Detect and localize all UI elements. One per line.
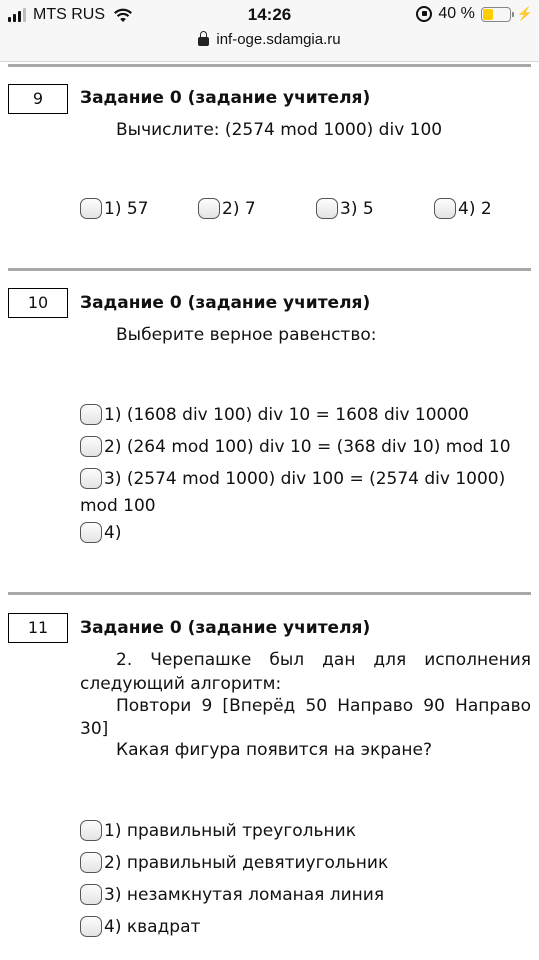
status-right xyxy=(416,5,533,23)
clock: 14:26 xyxy=(247,5,292,24)
answer-option[interactable]: 4) 2 xyxy=(434,198,492,219)
question-title: Задание 0 (задание учителя) xyxy=(80,293,371,313)
radio-button[interactable] xyxy=(80,852,102,873)
answer-option[interactable]: 4) квадрат xyxy=(80,916,200,937)
radio-button[interactable] xyxy=(80,820,102,841)
question-number: 9 xyxy=(8,84,68,114)
status-bar xyxy=(0,0,539,30)
battery-percent: 40 % xyxy=(438,5,475,22)
question-text: Вычислите: (2574 mod 1000) div 100 xyxy=(116,120,443,140)
radio-button[interactable] xyxy=(316,198,338,219)
question-number: 11 xyxy=(8,613,68,643)
answer-option[interactable]: 2) (264 mod 100) div 10 = (368 div 10) mod 10 xyxy=(80,436,511,457)
question-title: Задание 0 (задание учителя) xyxy=(80,618,371,638)
answer-option[interactable]: 2) правильный девятиугольник xyxy=(80,852,388,873)
answer-option-continuation: mod 100 xyxy=(80,496,156,516)
divider xyxy=(8,592,531,595)
radio-button[interactable] xyxy=(80,404,102,425)
question-text: Выберите верное равенство: xyxy=(116,325,377,345)
carrier-label: MTS RUS xyxy=(33,6,105,23)
question-text: Какая фигура появится на экране? xyxy=(116,740,433,760)
address-bar-content[interactable] xyxy=(198,31,340,48)
question-text: 2. Черепашке был дан для исполнения xyxy=(116,650,531,670)
divider xyxy=(8,268,531,271)
answer-option[interactable]: 1) (1608 div 100) div 10 = 1608 div 10000 xyxy=(80,404,469,425)
answer-option[interactable]: 1) правильный треугольник xyxy=(80,820,356,841)
answer-option[interactable]: 3) (2574 mod 1000) div 100 = (2574 div 1000) xyxy=(80,468,505,489)
lock-icon xyxy=(198,37,209,46)
answer-option[interactable]: 2) 7 xyxy=(198,198,256,219)
radio-button[interactable] xyxy=(434,198,456,219)
question-text: следующий алгоритм: xyxy=(80,674,282,694)
battery-icon xyxy=(481,7,511,22)
battery-level xyxy=(483,9,493,20)
question-title: Задание 0 (задание учителя) xyxy=(80,88,371,108)
radio-button[interactable] xyxy=(80,436,102,457)
radio-button[interactable] xyxy=(80,468,102,489)
question-number: 10 xyxy=(8,288,68,318)
question-text: Повтори 9 [Вперёд 50 Направо 90 Направо xyxy=(116,696,531,716)
answer-option[interactable]: 3) 5 xyxy=(316,198,374,219)
radio-button[interactable] xyxy=(198,198,220,219)
rotation-lock-icon xyxy=(416,6,432,22)
answer-option[interactable]: 3) незамкнутая ломаная линия xyxy=(80,884,384,905)
answer-option[interactable]: 4) xyxy=(80,522,121,543)
answer-option[interactable]: 1) 57 xyxy=(80,198,148,219)
charging-icon: ⚡ xyxy=(516,6,533,21)
radio-button[interactable] xyxy=(80,916,102,937)
url-text[interactable]: inf-oge.sdamgia.ru xyxy=(216,31,341,48)
divider xyxy=(8,64,531,67)
address-bar[interactable] xyxy=(0,30,539,62)
radio-button[interactable] xyxy=(80,884,102,905)
radio-button[interactable] xyxy=(80,522,102,543)
question-text: 30] xyxy=(80,719,109,739)
radio-button[interactable] xyxy=(80,198,102,219)
